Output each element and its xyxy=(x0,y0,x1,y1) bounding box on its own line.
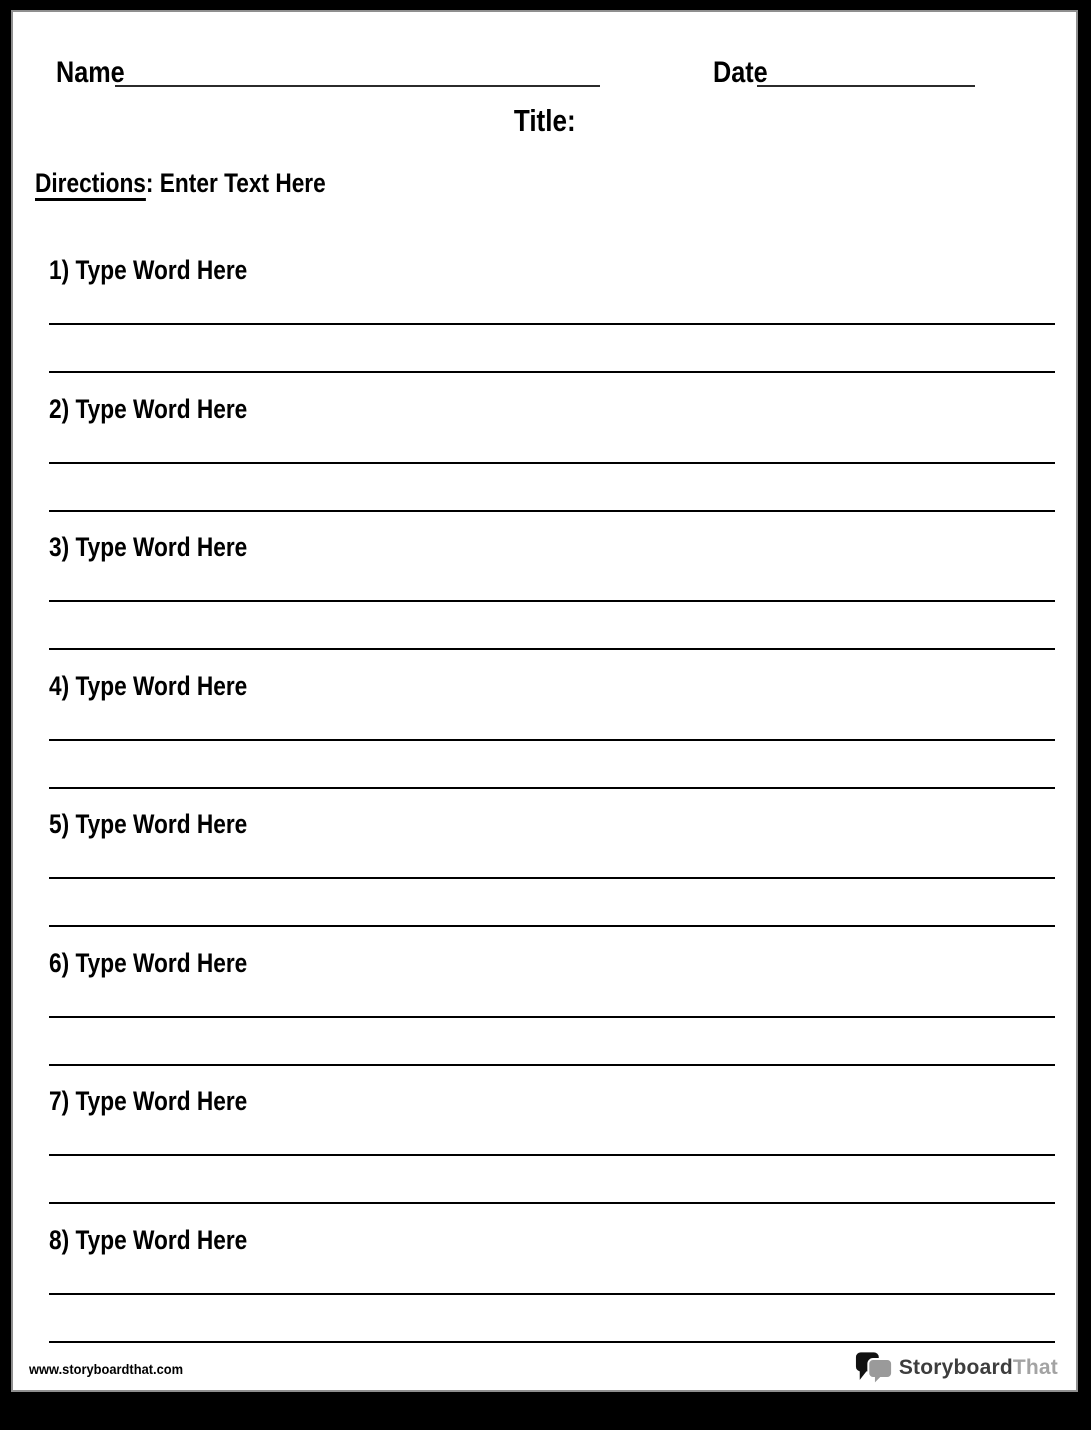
word-item-label-text: 3) Type Word Here xyxy=(49,532,248,563)
date-label-text: Date xyxy=(713,56,768,89)
word-item-6 xyxy=(49,946,1055,1085)
answer-line xyxy=(49,648,1055,650)
answer-line xyxy=(49,1154,1055,1156)
answer-line xyxy=(49,1064,1055,1066)
word-item-8 xyxy=(49,1223,1055,1362)
directions-label: Directions xyxy=(35,168,146,201)
name-label-text: Name xyxy=(56,56,125,89)
directions-placeholder-text[interactable]: Enter Text Here xyxy=(159,168,326,198)
word-item-label[interactable] xyxy=(49,1086,285,1116)
word-item-label-text: 1) Type Word Here xyxy=(49,255,248,285)
word-item-label-text: 5) Type Word Here xyxy=(49,809,248,840)
word-item-label-text: 2) Type Word Here xyxy=(49,393,248,424)
date-label xyxy=(713,58,778,88)
word-item-label-text: 4) Type Word Here xyxy=(49,670,248,701)
answer-line xyxy=(49,1341,1055,1343)
word-item-7 xyxy=(49,1084,1055,1223)
name-blank-line xyxy=(115,85,600,87)
word-item-label[interactable] xyxy=(49,1225,285,1255)
word-item-3 xyxy=(49,530,1055,669)
answer-line xyxy=(49,925,1055,927)
date-blank-line xyxy=(757,85,975,87)
answer-line xyxy=(49,371,1055,373)
answer-line xyxy=(49,600,1055,602)
answer-line xyxy=(49,877,1055,879)
word-item-label[interactable] xyxy=(49,671,285,701)
word-item-2 xyxy=(49,392,1055,531)
logo-text xyxy=(899,1348,1058,1388)
answer-line xyxy=(49,1016,1055,1018)
title-row xyxy=(13,104,1076,138)
word-item-label[interactable] xyxy=(49,809,285,839)
website-url: www.storyboardthat.com xyxy=(29,1361,184,1377)
word-item-label-text: 8) Type Word Here xyxy=(49,1225,248,1256)
word-item-label[interactable] xyxy=(49,394,285,424)
answer-line xyxy=(49,510,1055,512)
word-item-label[interactable] xyxy=(49,532,285,562)
logo-text-storyboard: Storyboard xyxy=(898,1356,1013,1379)
word-item-label-text: 7) Type Word Here xyxy=(49,1086,248,1117)
directions-text-wrap xyxy=(35,168,326,198)
word-item-1 xyxy=(49,253,1055,392)
name-label xyxy=(56,58,138,88)
worksheet-page xyxy=(11,10,1078,1392)
word-item-label[interactable] xyxy=(49,255,285,285)
directions-row xyxy=(35,168,381,198)
word-item-label[interactable] xyxy=(49,948,285,978)
word-list xyxy=(49,253,1055,1362)
word-item-label-text: 6) Type Word Here xyxy=(49,947,248,978)
answer-line xyxy=(49,323,1055,325)
logo-text-that: That xyxy=(1012,1356,1058,1379)
word-item-4 xyxy=(49,669,1055,808)
speech-bubbles-icon xyxy=(855,1351,893,1386)
word-item-5 xyxy=(49,807,1055,946)
answer-line xyxy=(49,739,1055,741)
title-label[interactable]: Title: xyxy=(513,103,576,138)
directions-separator: : xyxy=(145,168,154,198)
answer-line xyxy=(49,1293,1055,1295)
answer-line xyxy=(49,787,1055,789)
answer-line xyxy=(49,462,1055,464)
storyboardthat-logo xyxy=(855,1348,1058,1388)
answer-line xyxy=(49,1202,1055,1204)
